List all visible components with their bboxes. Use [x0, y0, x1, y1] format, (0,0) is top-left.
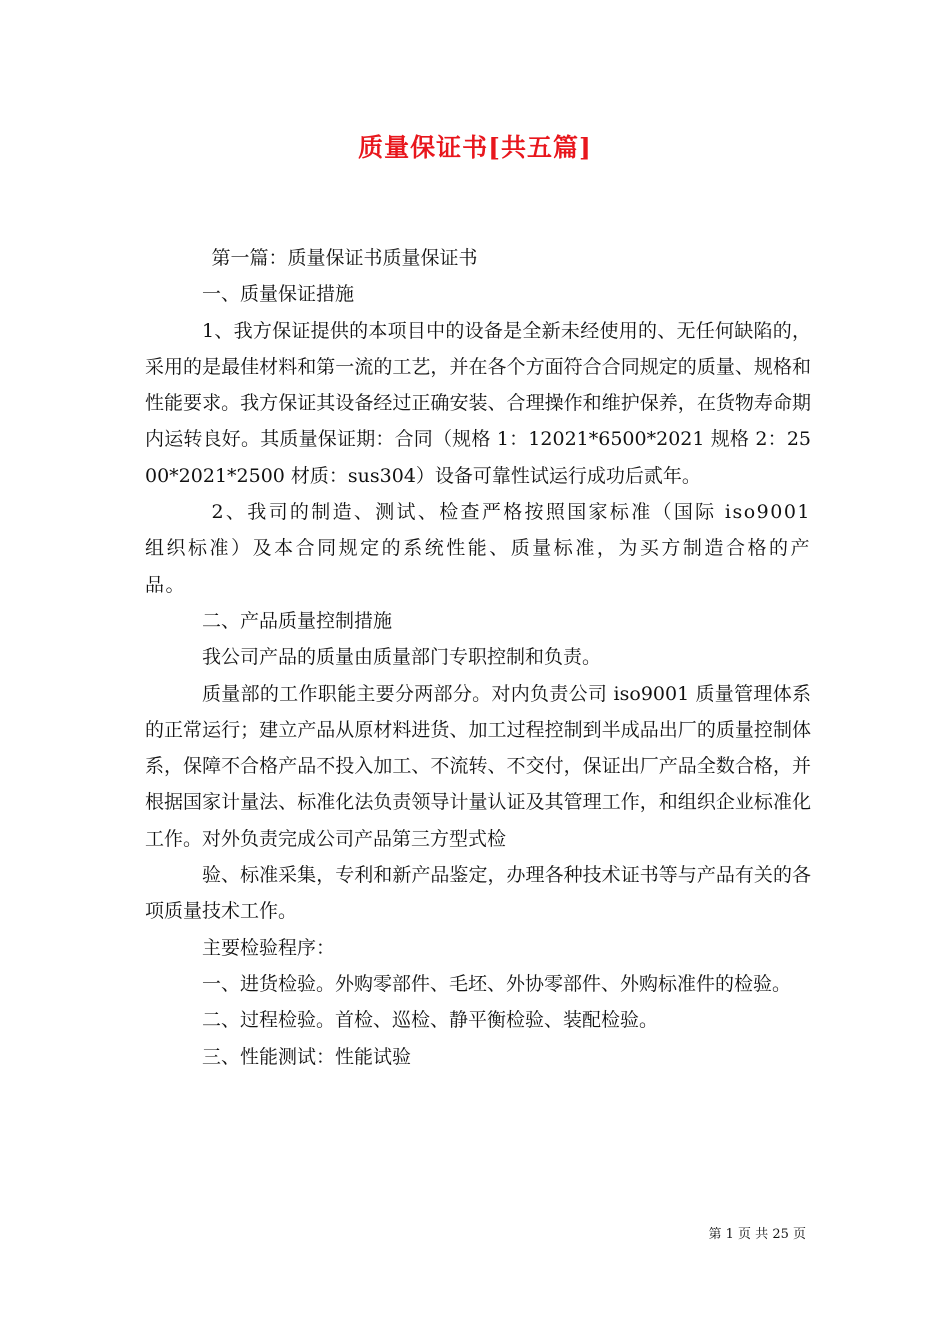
paragraph-department-duties: 质量部的工作职能主要分两部分。对内负责公司 iso9001 质量管理体系的正常运行；建立产品从原材料进货、加工过程控制到半成品出厂的质量控制体系，保障不合格产品不投入加工、不流转、不交付，保证出厂产品全数合格，并根据国家计量法、标准化法负责领导计量认证及其管理工作，和组织企业标准化工作。对外负责完成公司产品第三方型式检: [145, 682, 811, 850]
page-number: 第 1 页 共 25 页: [708, 1227, 806, 1242]
paragraph-heading-control-measures: 二、产品质量控制措施: [202, 609, 393, 632]
paragraph-quality-department: 我公司产品的质量由质量部门专职控制和负责。: [202, 646, 602, 669]
document-title: 质量保证书[共五篇]: [358, 133, 592, 162]
paragraph-performance-test: 三、性能测试：性能试验: [202, 1045, 412, 1068]
paragraph-heading-quality-measures: 一、质量保证措施: [202, 283, 355, 306]
paragraph-department-duties-cont: 验、标准采集，专利和新产品鉴定，办理各种技术证书等与产品有关的各项质量技术工作。: [145, 864, 811, 923]
paragraph-guarantee-1: 1、我方保证提供的本项目中的设备是全新未经使用的、无任何缺陷的，采用的是最佳材料和第一流的工艺，并在各个方面符合合同规定的质量、规格和性能要求。我方保证其设备经过正确安装、合理操作和维护保养，在货物寿命期内运转良好。其质量保证期：合同（规格 1：12021*6500*2021 规格 2：2500*2021*2500 材质：sus304）设备可靠性试运行成功后贰年。: [145, 319, 811, 487]
paragraph-guarantee-2: 2、我司的制造、测试、检查严格按照国家标准（国际 iso9001 组织标准）及本合同规定的系统性能、质量标准，为买方制造合格的产品。: [145, 501, 811, 596]
paragraph-process-inspection: 二、过程检验。首检、巡检、静平衡检验、装配检验。: [202, 1009, 659, 1032]
paragraph-inspection-heading: 主要检验程序：: [202, 936, 336, 959]
paragraph-incoming-inspection: 一、进货检验。外购零部件、毛坯、外协零部件、外购标准件的检验。: [202, 972, 792, 995]
paragraph-section-heading: 第一篇：质量保证书质量保证书: [211, 247, 478, 269]
document-body: [145, 240, 811, 1075]
